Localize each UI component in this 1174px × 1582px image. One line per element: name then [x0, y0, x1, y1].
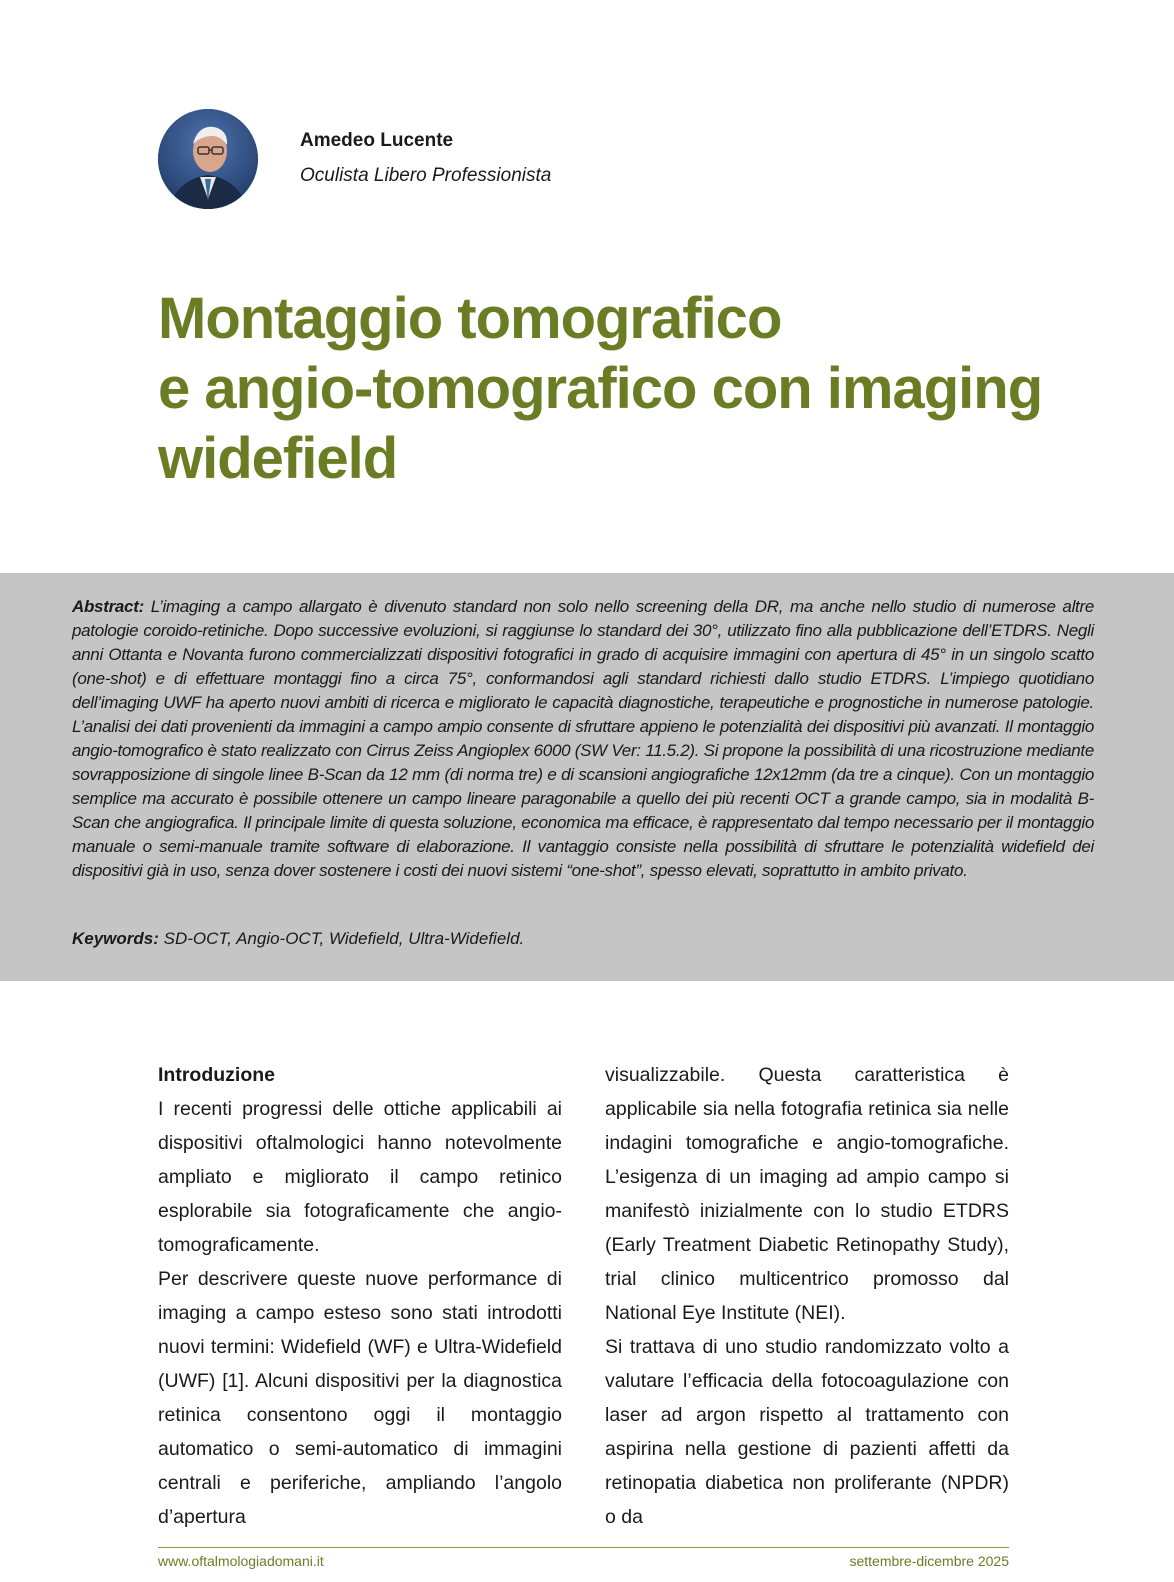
title-line-2: e angio-tomografico con imaging [158, 356, 1043, 421]
title-line-3: widefield [158, 426, 398, 491]
keywords-paragraph [72, 927, 524, 951]
body-paragraph: Si trattava di uno studio randomizzato volto a valutare l’efficacia della fotocoagulazione con laser ad argon rispetto al trattamento con aspirina nella gestione di pazienti affetti da retinopatia diabetica non proliferante (NPDR) o da [605, 1336, 1009, 1528]
abstract-section [0, 573, 1174, 981]
body-column-right [605, 1058, 1009, 1534]
footer-issue-date: settembre-dicembre 2025 [849, 1553, 1009, 1569]
footer-website-link[interactable]: www.oftalmologiadomani.it [158, 1553, 324, 1569]
abstract-label: Abstract: [72, 597, 144, 616]
footer-divider [158, 1547, 1009, 1548]
keywords-list: SD-OCT, Angio-OCT, Widefield, Ultra-Widefield. [163, 929, 525, 948]
abstract-body: L’imaging a campo allargato è divenuto standard non solo nello screening della DR, ma anche nello studio di numerose altre patologie coroido-retiniche. Dopo successive evoluzioni, si raggiunse lo standard dei 30°, utilizzato fino alla pubblicazione dell’ETDRS. Negli anni Ottanta e Novanta furono commercializzati dispositivi fotografici in grado di acquisire immagini con apertura di 45° in un singolo scatto (one-shot) e di effettuare montaggi fino a circa 75°, conformandosi agli standard richiesti dallo studio ETDRS. L’impiego quotidiano dell’imaging UWF ha aperto nuovi ambiti di ricerca e migliorato le capacità diagnostiche, terapeutiche e prognostiche in numerose patologie. L’analisi dei dati provenienti da immagini a campo ampio consente di sfruttare appieno le potenzialità dei dispositivi più avanzati. Il montaggio angio-tomografico è stato realizzato con Cirrus Zeiss Angioplex 6000 (SW Ver: 11.5.2). Si propone la possibilità di una ricostruzione mediante sovrapposizione di singole linee B-Scan da 12 mm (di norma tre) e di scansioni angiografiche 12x12mm (da tre a cinque). Con un montaggio semplice ma accurato è possibile ottenere un campo lineare paragonabile a quello dei più recenti OCT a grande campo, sia in modalità B-Scan che angiografica. Il principale limite di questa soluzione, economica ma efficace, è rappresentato dal tempo necessario per il montaggio manuale o semi-manuale tramite software di elaborazione. Il vantaggio consiste nella possibilità di sfruttare le potenzialità widefield dei dispositivi già in uso, senza dover sostenere i costi dei nuovi sistemi “one-shot”, spesso elevati, soprattutto in ambito privato. [72, 597, 1094, 880]
author-role: Oculista Libero Professionista [300, 165, 552, 186]
author-name: Amedeo Lucente [300, 130, 454, 151]
title-line-1: Montaggio tomografico [158, 286, 782, 351]
author-photo [158, 109, 258, 209]
section-heading: Introduzione [158, 1064, 275, 1086]
author-portrait-icon [158, 109, 258, 209]
body-paragraph: visualizzabile. Questa caratteristica è applicabile sia nella fotografia retinica sia nelle indagini tomografiche e angio-tomografiche. L’esigenza di un imaging ad ampio campo si manifestò inizialmente con lo studio ETDRS (Early Treatment Diabetic Retinopathy Study), trial clinico multicentrico promosso dal National Eye Institute (NEI). [605, 1064, 1009, 1324]
body-paragraph: I recenti progressi delle ottiche applicabili ai dispositivi oftalmologici hanno notevolmente ampliato e migliorato il campo retinico esplorabile sia fotograficamente che angio-tomograficamente. [158, 1098, 562, 1256]
abstract-paragraph [72, 595, 1094, 883]
body-column-left [158, 1058, 562, 1534]
keywords-label: Keywords: [72, 929, 159, 948]
body-paragraph: Per descrivere queste nuove performance di imaging a campo esteso sono stati introdotti nuovi termini: Widefield (WF) e Ultra-Widefield (UWF) [1]. Alcuni dispositivi per la diagnostica retinica consentono oggi il montaggio automatico o semi-automatico di immagini centrali e periferiche, ampliando l’angolo d’apertura [158, 1268, 562, 1528]
article-title [158, 284, 1058, 494]
